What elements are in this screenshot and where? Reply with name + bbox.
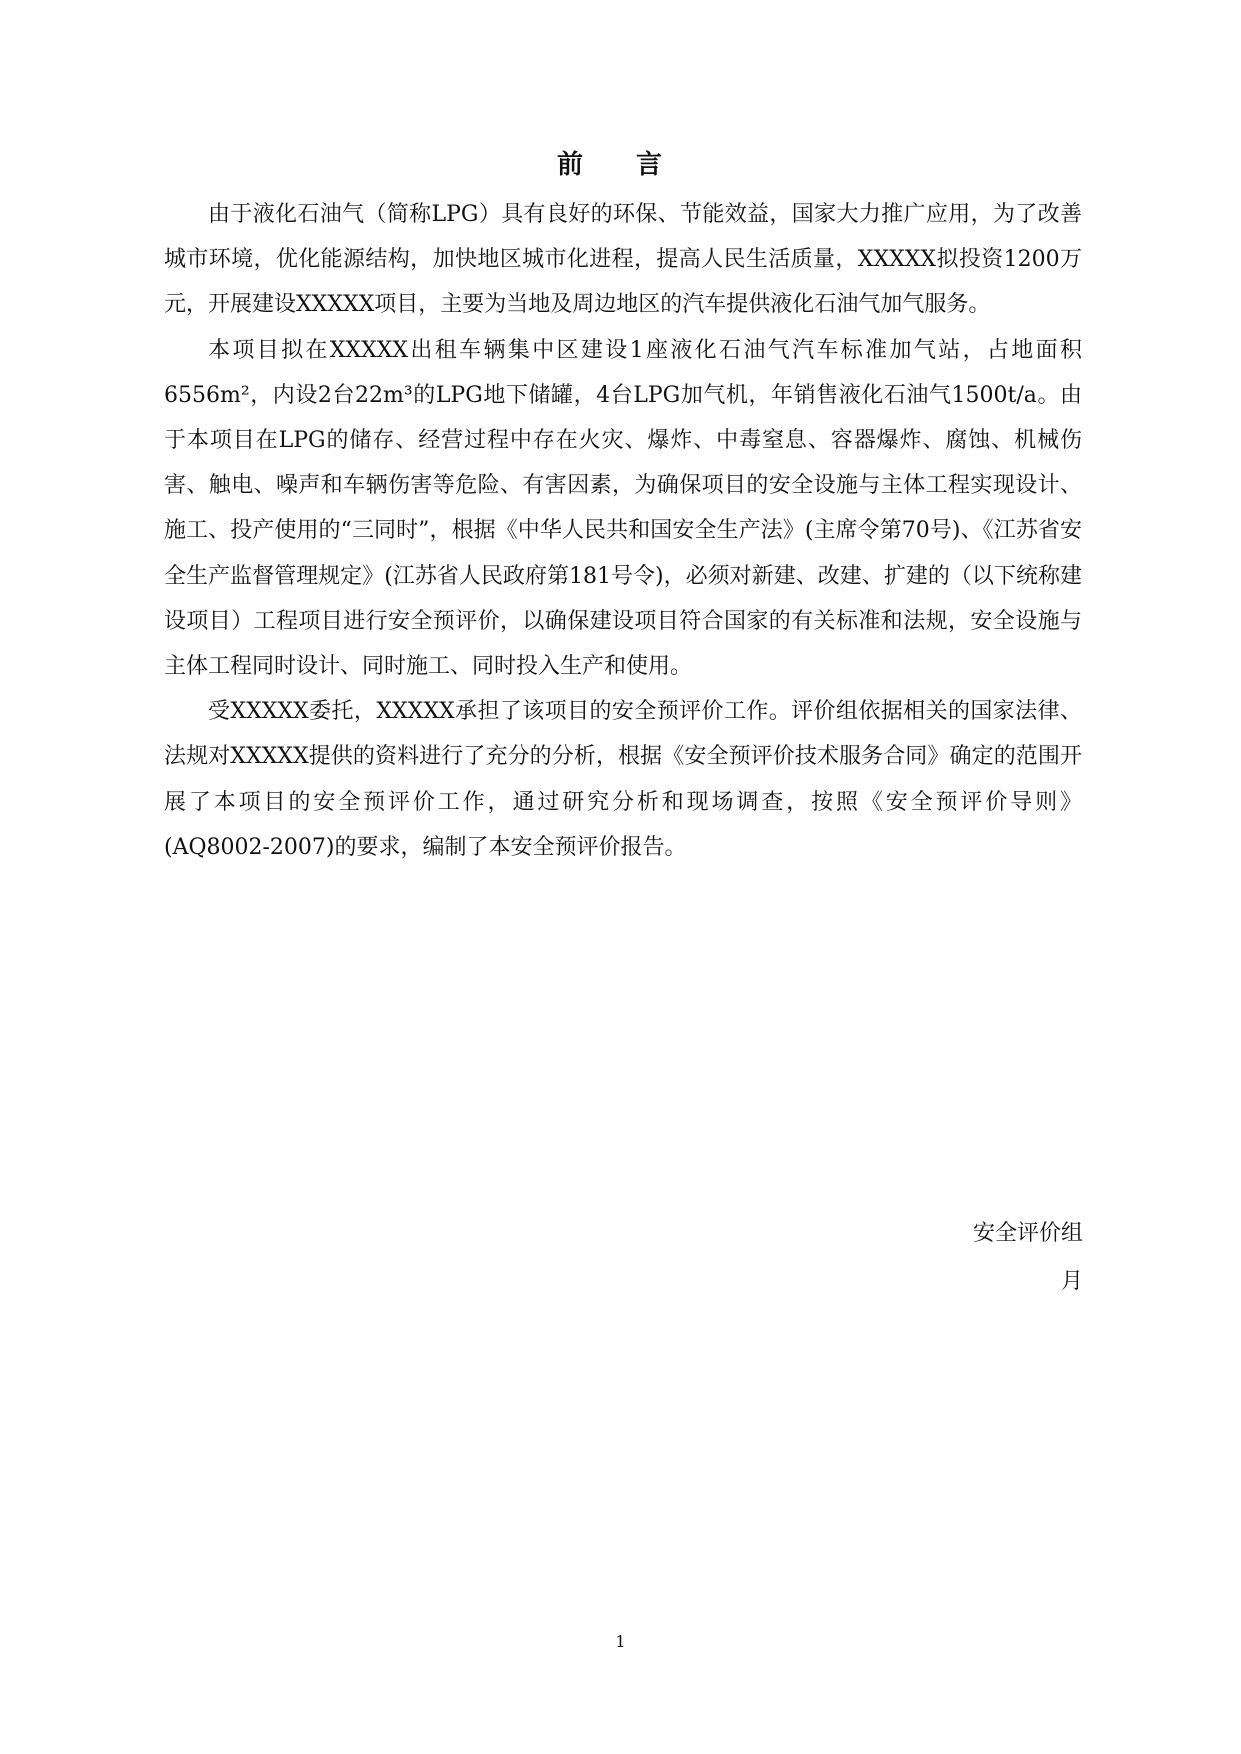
- page-number: 1: [615, 1632, 626, 1651]
- paragraph-1: 由于液化石油气（简称LPG）具有良好的环保、节能效益，国家大力推广应用，为了改善城市环境，优化能源结构，加快地区城市化进程，提高人民生活质量，XXXXX拟投资1200万元，开展建设XXXXX项目，主要为当地及周边地区的汽车提供液化石油气加气服务。: [164, 202, 1082, 318]
- signature-block: [973, 1210, 1083, 1306]
- paragraph-2: 本项目拟在XXXXX出租车辆集中区建设1座液化石油气汽车标准加气站，占地面积6556m²，内设2台22m³的LPG地下储罐，4台LPG加气机，年销售液化石油气1500t/a。由于本项目在LPG的储存、经营过程中存在火灾、爆炸、中毒窒息、容器爆炸、腐蚀、机械伤害、触电、噪声和车辆伤害等危险、有害因素，为确保项目的安全设施与主体工程实现设计、施工、投产使用的“三同时”，根据《中华人民共和国安全生产法》(主席令第70号)、《江苏省安全生产监督管理规定》(江苏省人民政府第181号令)，必须对新建、改建、扩建的（以下统称建设项目）工程项目进行安全预评价，以确保建设项目符合国家的有关标准和法规，安全设施与主体工程同时设计、同时施工、同时投入生产和使用。: [164, 337, 1082, 680]
- body-text: [164, 192, 1082, 870]
- page-title: 前 言: [556, 150, 685, 180]
- paragraph-3: 受XXXXX委托，XXXXX承担了该项目的安全预评价工作。评价组依据相关的国家法律、法规对XXXXX提供的资料进行了充分的分析，根据《安全预评价技术服务合同》确定的范围开展了本项目的安全预评价工作，通过研究分析和现场调查，按照《安全预评价导则》(AQ8002-2007)的要求，编制了本安全预评价报告。: [164, 699, 1082, 860]
- signature-date: 月: [1060, 1269, 1083, 1294]
- signature-group: 安全评价组: [972, 1221, 1083, 1246]
